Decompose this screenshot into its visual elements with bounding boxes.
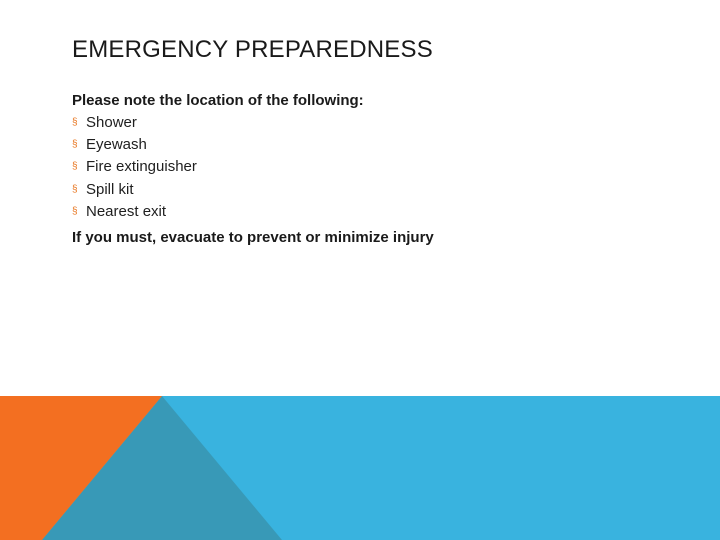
list-item — [72, 156, 197, 178]
closing-text: If you must, evacuate to prevent or minimize injury — [72, 229, 434, 246]
list-item — [72, 178, 197, 200]
bullet-label-shower: Shower — [86, 113, 137, 131]
bullet-marker-icon: § — [72, 116, 78, 128]
bullet-label-spill-kit: Spill kit — [86, 180, 134, 198]
list-item — [72, 111, 197, 133]
decorative-footer-shapes — [0, 396, 720, 540]
bullet-label-eyewash: Eyewash — [86, 136, 147, 154]
bullet-label-nearest-exit: Nearest exit — [86, 203, 167, 221]
slide-title: EMERGENCY PREPAREDNESS — [72, 36, 433, 63]
bullet-list — [72, 111, 197, 223]
list-item — [72, 133, 197, 155]
intro-text: Please note the location of the following: — [72, 92, 364, 109]
bullet-marker-icon: § — [72, 183, 78, 195]
bullet-marker-icon: § — [72, 139, 78, 151]
bullet-marker-icon: § — [72, 161, 78, 173]
bullet-marker-icon: § — [72, 206, 78, 218]
list-item — [72, 201, 197, 223]
bullet-label-fire-extinguisher: Fire extinguisher — [86, 158, 197, 176]
